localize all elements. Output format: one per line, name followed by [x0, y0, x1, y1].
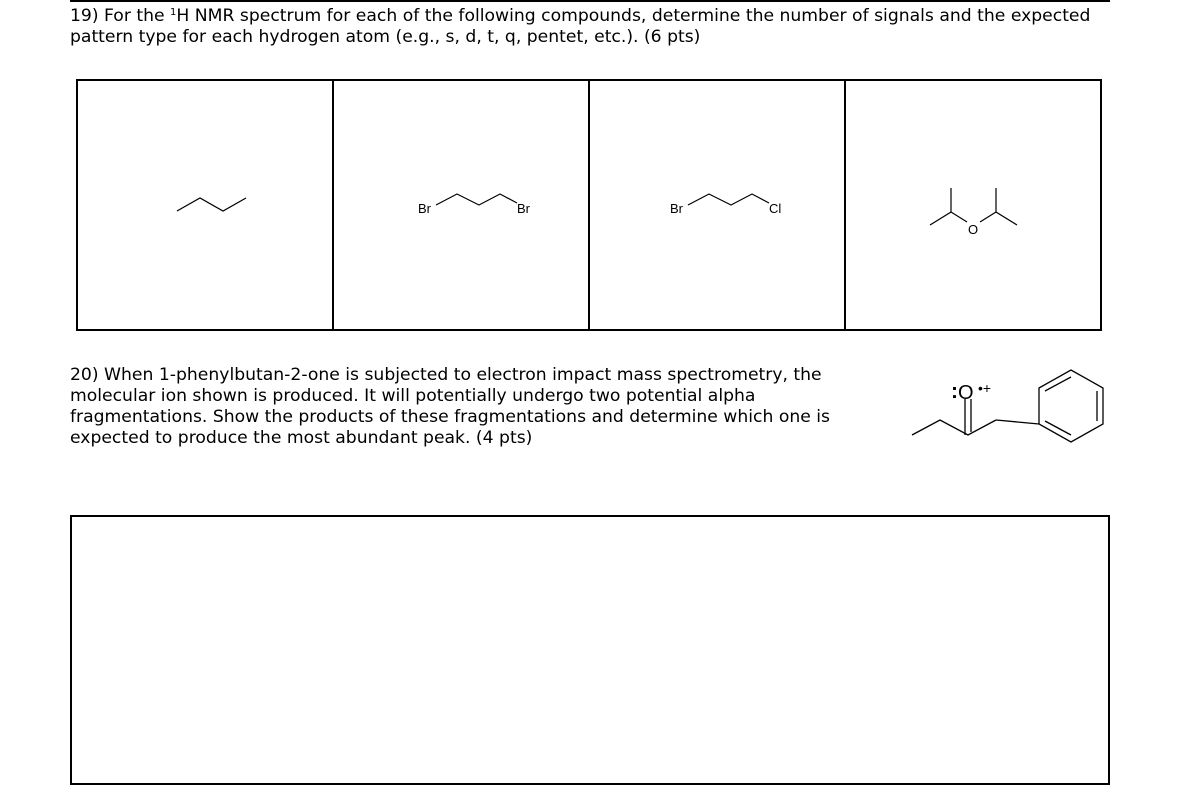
answer-box[interactable] [70, 515, 1110, 785]
atom-label: Br [418, 201, 431, 216]
compound-cell-diisopropyl-ether [845, 80, 1101, 330]
lone-pair-dots: : [951, 380, 958, 403]
compound-cell-butane [77, 80, 333, 330]
top-rule [70, 0, 1110, 2]
compound-cell-dibromopropane [333, 80, 589, 330]
butane-structure [155, 185, 255, 225]
oxygen-atom-label: O [958, 382, 974, 404]
bromochloropropane-structure [632, 185, 802, 225]
diisopropyl-ether-structure [913, 170, 1033, 240]
compound-table [76, 79, 1102, 331]
compound-cell-bromochloropropane [589, 80, 845, 330]
atom-label: O [968, 222, 979, 237]
atom-label: Cl [769, 201, 782, 216]
molecular-ion-structure [908, 366, 1113, 466]
atom-label: Br [517, 201, 530, 216]
question-20-text: 20) When 1-phenylbutan-2-one is subjected to electron impact mass spectrometry, the molecular ion shown is produced. It will potentially undergo two potential alpha fragmentations. Show the products of these fragmentations and determine which one is expected to produce the most abundant peak. (4 pts) [70, 365, 831, 448]
radical-cation-charge: •+ [978, 380, 992, 396]
atom-label: Br [670, 201, 683, 216]
question-19-text: 19) For the $^1$H NMR spectrum for each of the following compounds, determine the number of signals and the expected pattern type for each hydrogen atom (e.g., s, d, t, q, pentet, etc.). (6 pts) [70, 6, 1091, 47]
dibromopropane-structure [376, 185, 546, 225]
